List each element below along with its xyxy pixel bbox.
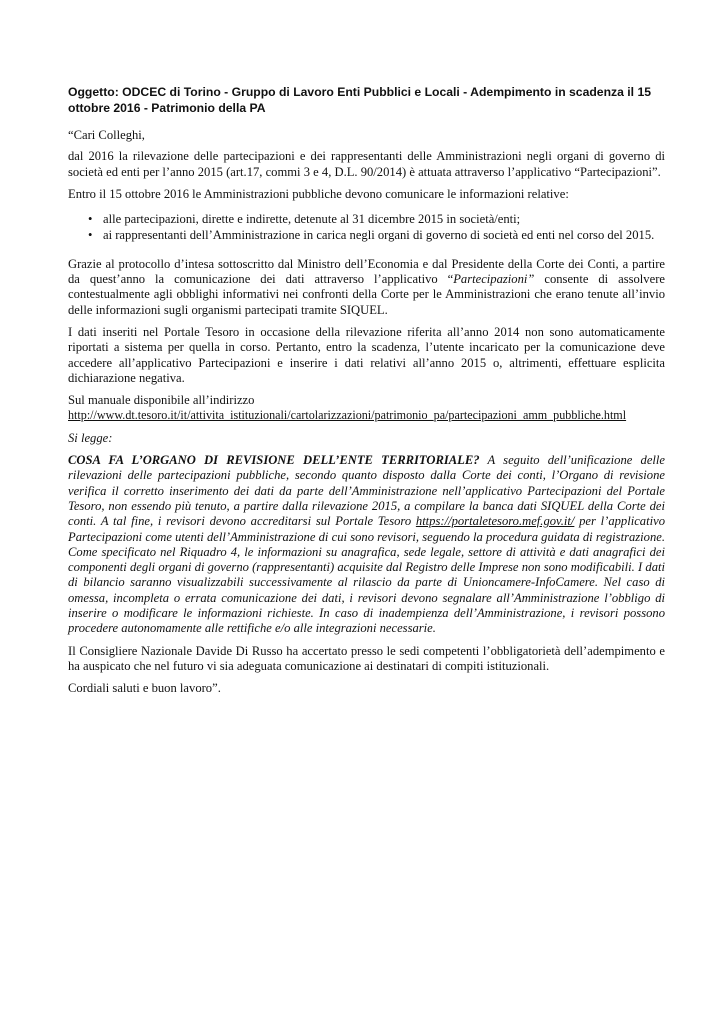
quote-heading: COSA FA L’ORGANO DI REVISIONE DELL’ENTE TERRITORIALE? — [68, 453, 480, 468]
quoted-passage — [68, 453, 665, 637]
si-legge-label: Si legge: — [68, 430, 113, 445]
paragraph-protocol-text-end: consente di assolvere contestualmente agli obblighi informativi nei confronti della Corte per le Amministrazioni che erano tenute all’invio delle informazioni sugli organismi partecipati tramite SIQUEL. — [68, 272, 665, 317]
bullet-list — [68, 212, 665, 244]
paragraph-consigliere: Il Consigliere Nazionale Davide Di Russo ha accertato presso le sedi competenti l’obbligatorietà dell’adempimento e ha auspicato che nel futuro vi sia adeguata comunicazione ai destinatari di compiti istituzionali. — [68, 643, 665, 673]
manual-reference — [68, 393, 665, 424]
paragraph-intro: dal 2016 la rilevazione delle partecipazioni e dei rappresentanti delle Amministrazioni negli organi di governo di società ed enti per l’anno 2015 (art.17, commi 3 e 4, D.L. 90/2014) è attuata attraverso l’applicativo “Partecipazioni”. — [68, 149, 665, 179]
paragraph-deadline: Entro il 15 ottobre 2016 le Amministrazioni pubbliche devono comunicare le informazioni relative: — [68, 186, 569, 201]
greeting: “Cari Colleghi, — [68, 128, 145, 142]
list-item — [68, 228, 665, 243]
bullet-icon: • — [88, 212, 93, 227]
list-item-text: alle partecipazioni, dirette e indirette, detenute al 31 dicembre 2015 in società/enti; — [103, 212, 521, 227]
portale-tesoro-link[interactable]: https://portaletesoro.mef.gov.it/ — [415, 514, 575, 529]
subject-heading: Oggetto: ODCEC di Torino - Gruppo di Lavoro Enti Pubblici e Locali - Adempimento in scadenza il 15 ottobre 2016 - Patrimonio della PA — [68, 85, 652, 115]
document-page — [68, 84, 665, 704]
applicativo-name: Partecipazioni” — [453, 272, 535, 287]
manual-intro: Sul manuale disponibile all’indirizzo — [68, 393, 255, 408]
paragraph-protocol — [68, 257, 665, 318]
bullet-icon: • — [88, 228, 93, 243]
quote-body-start: A seguito dell’unificazione delle rilevazioni delle partecipazioni pubbliche, secondo quanto disposto dalla Corte dei conti, l’Organo di revisione verifica il corretto inserimento dei dati da parte dell’Amministrazione nell’applicativo Partecipazioni del Portale Tesoro, non essendo più tenuto, a partire dalla rilevazione 2015, a compilare la banca dati SIQUEL della Corte dei conti. A tal fine, i revisori devono accreditarsi sul Portale Tesoro — [68, 453, 666, 529]
paragraph-protocol-text: Grazie al protocollo d’intesa sottoscritto dal Ministro dell’Economia e dal Presidente della Corte dei Conti, a partire da quest’anno la comunicazione dei dati attraverso l’applicativo “ — [68, 256, 665, 287]
closing-salutation: Cordiali saluti e buon lavoro”. — [68, 681, 221, 696]
paragraph-portale-tesoro: I dati inseriti nel Portale Tesoro in occasione della rilevazione riferita all’anno 2014 non sono automaticamente riportati a sistema per quella in corso. Pertanto, entro la scadenza, l’utente incaricato per la comunicazione deve accedere all’applicativo Partecipazioni e inserire i dati relativi all’anno 2015 o, altrimenti, effettuare esplicita dichiarazione negativa. — [68, 324, 665, 385]
manual-link[interactable]: http://www.dt.tesoro.it/it/attivita_istituzionali/cartolarizzazioni/patrimonio_pa/partecipazioni_amm_pubbliche.html — [68, 408, 627, 423]
quote-body-end: per l’applicativo Partecipazioni come utenti dell’Amministrazione di cui sono revisori, seguendo la procedura guidata di registrazione. Come specificato nel Riquadro 4, le informazioni su anagrafica, sede legale, settore di attività e dati anagrafici dei componenti degli organi di governo (rappresentanti) acquisite dal Registro delle Imprese non sono modificabili. I dati di bilancio saranno visualizzabili successivamente al rilascio da parte di Unioncamere-InfoCamere. Nel caso di omessa, incompleta o errata comunicazione dei dati, i revisori devono segnalare all’Amministrazione l’obbligo di inserire o modificare le informazioni richieste. In caso di inadempienza dell’Amministrazione, i revisori possono procedere autonomamente alle rettifiche e/o alle integrazioni necessarie. — [68, 514, 665, 636]
list-item — [68, 212, 665, 227]
list-item-text: ai rappresentanti dell’Amministrazione in carica negli organi di governo di società ed enti nel corso del 2015. — [103, 228, 655, 243]
